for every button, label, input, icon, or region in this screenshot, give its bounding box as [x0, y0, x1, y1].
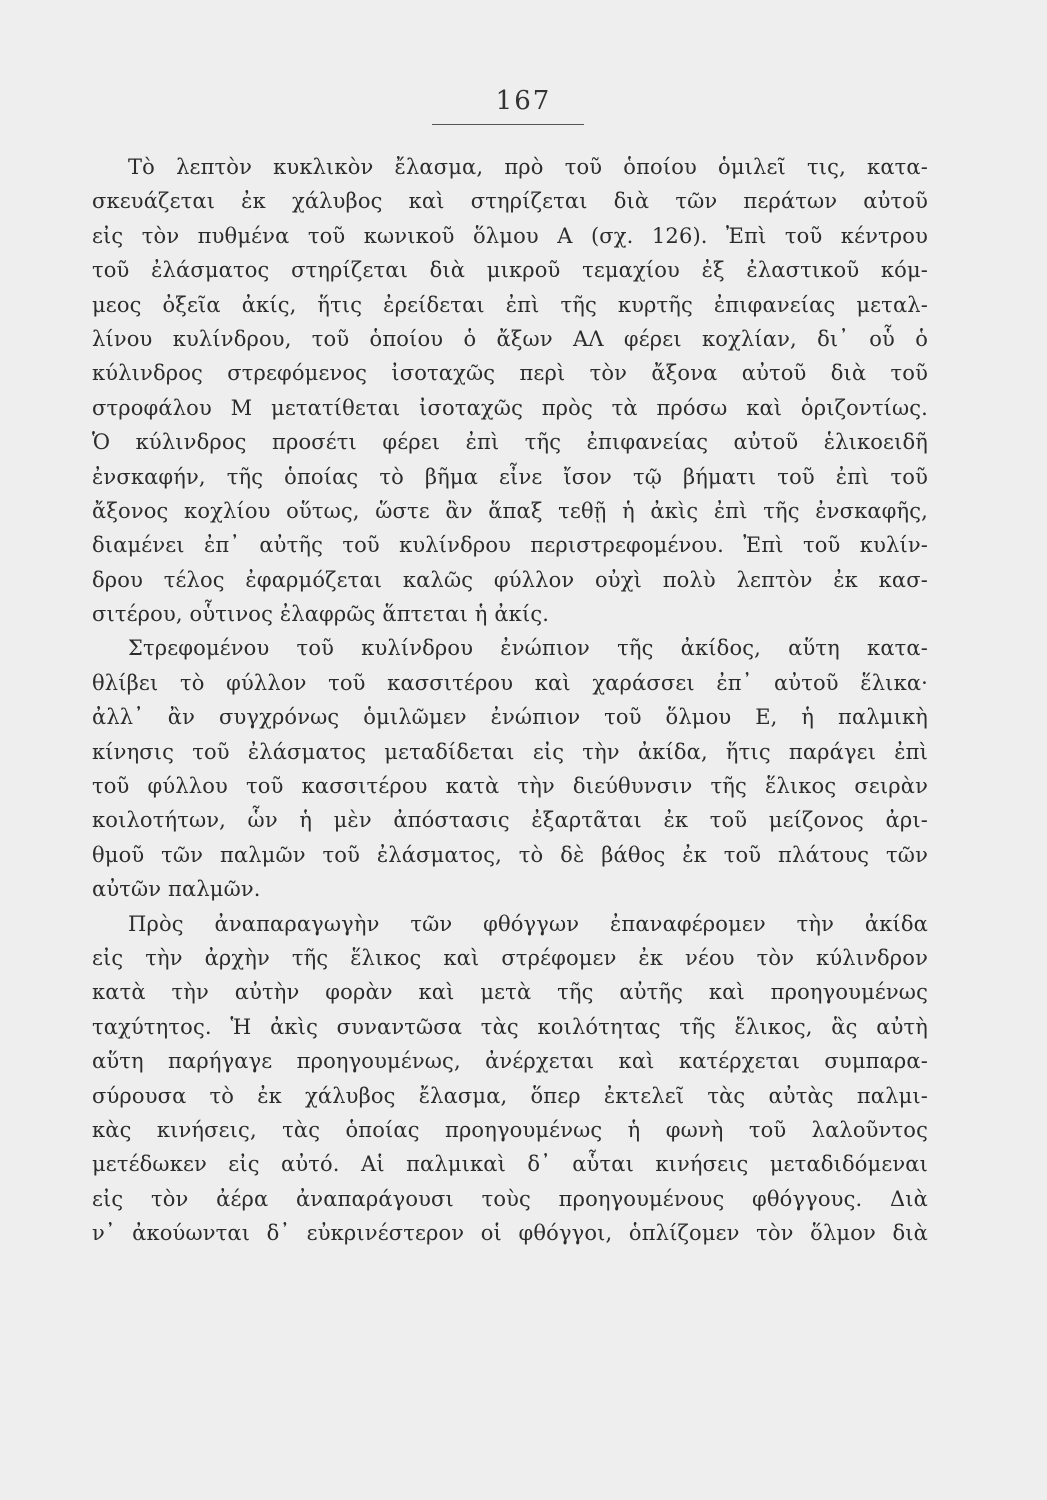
- text-line: κοιλοτήτων, ὧν ἡ μὲν ἀπόστασις ἐξαρτᾶται ἐκ τοῦ μείζονος ἀρι-: [92, 808, 928, 833]
- paragraph: [92, 631, 928, 906]
- body-text: [92, 150, 928, 1251]
- text-line: ταχύτητος. Ἡ ἀκὶς συναντῶσα τὰς κοιλότητας τῆς ἕλικος, ἃς αὐτὴ: [92, 1014, 928, 1039]
- text-line: εἰς τὸν πυθμένα τοῦ κωνικοῦ ὅλμου Α (σχ. 126). Ἐπὶ τοῦ κέντρου: [92, 223, 928, 248]
- text-line: στροφάλου Μ μετατίθεται ἰσοταχῶς πρὸς τὰ πρόσω καὶ ὁριζοντίως.: [92, 395, 928, 420]
- text-line: θλίβει τὸ φύλλον τοῦ κασσιτέρου καὶ χαράσσει ἐπ᾽ αὐτοῦ ἕλικα·: [92, 670, 928, 695]
- paragraph: [92, 150, 928, 631]
- text-line: τοῦ ἐλάσματος στηρίζεται διὰ μικροῦ τεμαχίου ἐξ ἐλαστικοῦ κόμ-: [92, 258, 928, 283]
- text-line: ἐνσκαφήν, τῆς ὁποίας τὸ βῆμα εἶνε ἴσον τῷ βήματι τοῦ ἐπὶ τοῦ: [92, 464, 928, 489]
- text-line: σκευάζεται ἐκ χάλυβος καὶ στηρίζεται διὰ τῶν περάτων αὐτοῦ: [92, 189, 928, 214]
- text-line: Ὁ κύλινδρος προσέτι φέρει ἐπὶ τῆς ἐπιφανείας αὐτοῦ ἑλικοειδῆ: [92, 430, 928, 455]
- text-line: κατὰ τὴν αὐτὴν φορὰν καὶ μετὰ τῆς αὐτῆς καὶ προηγουμένως: [92, 980, 928, 1005]
- text-line: κύλινδρος στρεφόμενος ἰσοταχῶς περὶ τὸν ἄξονα αὐτοῦ διὰ τοῦ: [92, 361, 928, 386]
- paragraph: [92, 907, 928, 1251]
- text-line: Τὸ λεπτὸν κυκλικὸν ἔλασμα, πρὸ τοῦ ὁποίου ὁμιλεῖ τις, κατα-: [128, 155, 928, 179]
- text-line: αὐτῶν παλμῶν.: [92, 877, 261, 902]
- header-rule: [432, 124, 584, 125]
- text-line: σιτέρου, οὗτινος ἐλαφρῶς ἅπτεται ἡ ἀκίς.: [92, 602, 550, 627]
- text-line: εἰς τὴν ἀρχὴν τῆς ἕλικος καὶ στρέφομεν ἐκ νέου τὸν κύλινδρον: [92, 945, 928, 970]
- text-line: Πρὸς ἀναπαραγωγὴν τῶν φθόγγων ἐπαναφέρομεν τὴν ἀκίδα: [128, 911, 928, 936]
- text-line: Στρεφομένου τοῦ κυλίνδρου ἐνώπιον τῆς ἀκίδος, αὕτη κατα-: [128, 636, 928, 661]
- text-line: τοῦ φύλλου τοῦ κασσιτέρου κατὰ τὴν διεύθυνσιν τῆς ἕλικος σειρὰν: [92, 774, 928, 799]
- text-line: κὰς κινήσεις, τὰς ὁποίας προηγουμένως ἡ φωνὴ τοῦ λαλοῦντος: [92, 1117, 928, 1142]
- text-line: διαμένει ἐπ᾽ αὐτῆς τοῦ κυλίνδρου περιστρεφομένου. Ἐπὶ τοῦ κυλίν-: [92, 533, 928, 558]
- text-line: θμοῦ τῶν παλμῶν τοῦ ἐλάσματος, τὸ δὲ βάθος ἐκ τοῦ πλάτους τῶν: [92, 842, 928, 867]
- text-line: ἀλλ᾽ ἂν συγχρόνως ὁμιλῶμεν ἐνώπιον τοῦ ὅλμου Ε, ἡ παλμικὴ: [92, 705, 928, 730]
- text-line: δρου τέλος ἐφαρμόζεται καλῶς φύλλον οὐχὶ πολὺ λεπτὸν ἐκ κασ-: [92, 567, 928, 592]
- text-line: λίνου κυλίνδρου, τοῦ ὁποίου ὁ ἄξων ΑΛ φέρει κοχλίαν, δι᾽ οὗ ὁ: [92, 326, 928, 351]
- text-line: ἄξονος κοχλίου οὕτως, ὥστε ἂν ἅπαξ τεθῇ ἡ ἀκὶς ἐπὶ τῆς ἐνσκαφῆς,: [92, 498, 928, 523]
- page-number: 167: [495, 86, 552, 116]
- text-line: ν᾽ ἀκούωνται δ᾽ εὐκρινέστερον οἱ φθόγγοι, ὁπλίζομεν τὸν ὅλμον διὰ: [92, 1221, 928, 1246]
- text-line: κίνησις τοῦ ἐλάσματος μεταδίδεται εἰς τὴν ἀκίδα, ἥτις παράγει ἐπὶ: [92, 739, 928, 764]
- text-line: εἰς τὸν ἀέρα ἀναπαράγουσι τοὺς προηγουμένους φθόγγους. Διὰ: [92, 1186, 928, 1211]
- text-line: μεος ὀξεῖα ἀκίς, ἥτις ἐρείδεται ἐπὶ τῆς κυρτῆς ἐπιφανείας μεταλ-: [92, 292, 928, 317]
- text-line: μετέδωκεν εἰς αὐτό. Αἱ παλμικαὶ δ᾽ αὗται κινήσεις μεταδιδόμεναι: [92, 1152, 928, 1177]
- text-line: σύρουσα τὸ ἐκ χάλυβος ἔλασμα, ὅπερ ἐκτελεῖ τὰς αὐτὰς παλμι-: [92, 1083, 928, 1108]
- text-line: αὕτη παρήγαγε προηγουμένως, ἀνέρχεται καὶ κατέρχεται συμπαρα-: [92, 1049, 928, 1074]
